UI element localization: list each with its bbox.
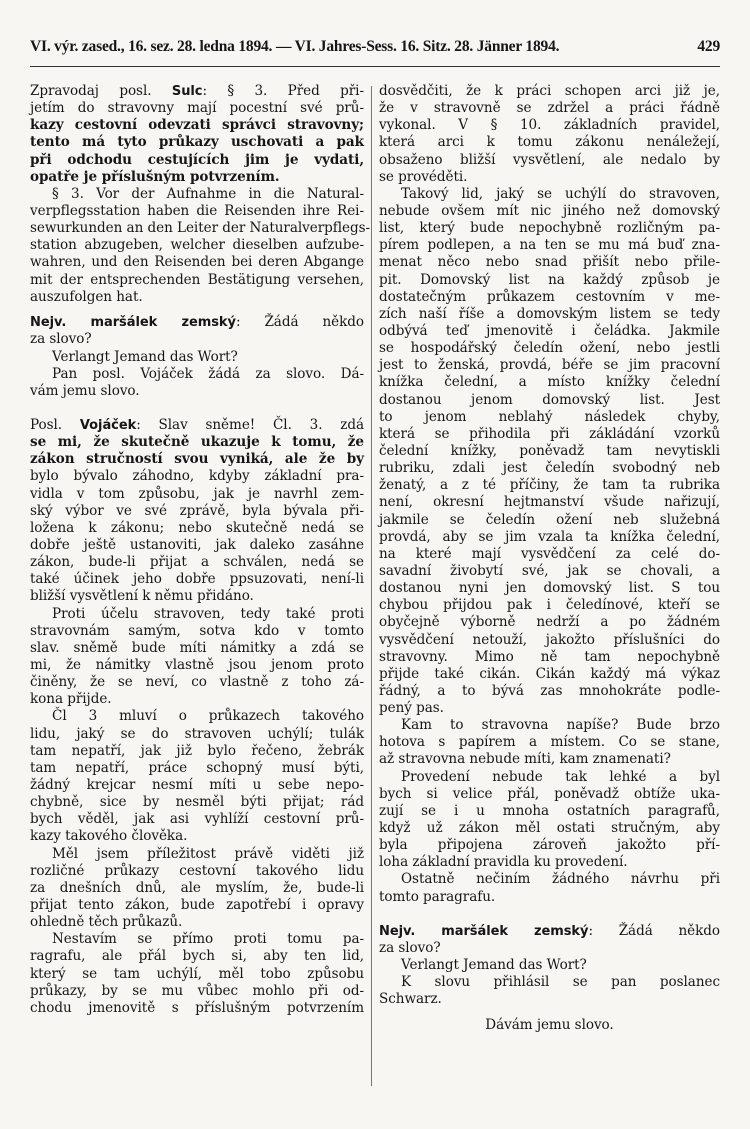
text-line <box>30 349 364 366</box>
text-line <box>379 392 720 409</box>
text-span: vidla v tom způsobu, jak je navrhl zem- <box>30 485 364 502</box>
text-line <box>379 889 720 906</box>
text-span: se hospodářský čeledín ožení, nebo jestli <box>379 340 720 357</box>
text-span: savadní živobytí své, jak se chovali, a <box>379 562 720 579</box>
text-span: Schwarz. <box>379 991 442 1008</box>
text-line <box>30 383 364 400</box>
text-line <box>30 794 364 811</box>
text-span: vykonal. V § 10. základních pravidel, <box>379 117 720 134</box>
text-line <box>379 991 720 1008</box>
text-line <box>379 786 720 803</box>
text-span: slav. sněmě bude míti námitky a zdá se <box>30 639 364 656</box>
text-line <box>379 203 720 220</box>
text-span: až stravovna nebude míti, kam znamenati? <box>379 751 671 768</box>
text-span: se provéděti. <box>379 168 468 185</box>
text-span: při odchodu cestujících jim je vydati, <box>30 151 364 168</box>
text-span: není, okresní hejtmanství všude nařizují, <box>379 494 720 511</box>
text-line <box>30 863 364 880</box>
text-span: ložena k zákonu; nebo skutečně nedá se <box>30 519 364 536</box>
text-line <box>30 100 364 117</box>
text-span: který se tam uchýlí, měl tobo způsobu <box>30 965 364 982</box>
text-span: zákon, bude-li přijat a schválen, nedá se <box>30 554 364 571</box>
text-span: ženatý, a z té příčiny, že tam ta rubrika <box>379 477 720 494</box>
text-line <box>30 640 364 657</box>
text-line <box>30 503 364 520</box>
page-number: 429 <box>697 38 720 55</box>
text-span: Nestavím se přímo proti tomu pa- <box>52 931 364 948</box>
text-line <box>30 811 364 828</box>
text-line <box>379 683 720 700</box>
text-line <box>379 820 720 837</box>
text-line <box>379 374 720 391</box>
text-span: která se přihodila při zákládání vzorků <box>379 425 720 442</box>
text-line <box>30 966 364 983</box>
text-span: obsaženo bližší vysvětlení, ale nedalo by <box>379 151 720 168</box>
text-span: Pan posl. Vojáček žádá za slovo. Dá- <box>52 365 364 382</box>
text-line <box>379 717 720 734</box>
text-span: : Žádá někdo <box>588 922 721 939</box>
text-span: jakmile se čeledín ožení neb služebná <box>379 511 720 528</box>
text-span: byla připojena zároveň jakožto pří- <box>379 837 720 854</box>
text-line <box>30 623 364 640</box>
text-span: čelední knížky, poněvadž tam nevytiskli <box>379 442 720 459</box>
text-span: Provedení nebude tak lehké a byl <box>401 768 720 785</box>
text-line <box>30 152 364 169</box>
text-span: Kam to stravovna napíše? Bude brzo <box>401 717 720 734</box>
paragraph-gap <box>379 1008 720 1017</box>
text-span: loha základní pravidla ku provedení. <box>379 854 628 871</box>
text-line <box>379 923 720 940</box>
text-span: ohledně těch průkazů. <box>30 914 183 931</box>
text-line <box>379 100 720 117</box>
text-line <box>379 940 720 957</box>
text-line <box>30 314 364 331</box>
text-line <box>379 957 720 974</box>
text-span: : Žádá někdo <box>235 314 365 331</box>
text-span: pit. Domovský list na každý způsob je <box>379 271 720 288</box>
text-line <box>30 366 364 383</box>
text-line <box>379 460 720 477</box>
text-span: zích naší říše a domovským listem se tedy <box>379 305 720 322</box>
text-line <box>379 769 720 786</box>
text-span: stravovnám samým, sotva kdo v tomto <box>30 622 364 639</box>
text-line <box>379 854 720 871</box>
text-line <box>30 537 364 554</box>
header-czech-text: VI. výr. zased., 16. sez. 28. ledna 1894. <box>30 38 273 55</box>
text-span: bych věděl, jak asi vyhlíží cestovní prů- <box>30 811 364 828</box>
text-span: vám jemu slovo. <box>30 382 140 399</box>
text-span: rubriku, zdali jest čeledín svobodný neb <box>379 460 720 477</box>
text-line <box>379 614 720 631</box>
text-line <box>379 272 720 289</box>
text-span: station abzugeben, welcher dieselben aufzube- <box>30 237 364 254</box>
text-line <box>30 657 364 674</box>
text-line <box>30 726 364 743</box>
header-czech <box>30 38 559 56</box>
text-line <box>379 494 720 511</box>
text-span: chybou přijdou pak i čeledínové, kteří se <box>379 597 720 614</box>
text-span: Posl. <box>30 417 80 434</box>
text-line <box>379 871 720 888</box>
text-line <box>379 580 720 597</box>
header-german-text: — VI. Jahres-Sess. 16. Sitz. 28. Jänner 1894. <box>275 38 560 55</box>
text-line <box>379 323 720 340</box>
text-span: list, který bude nepochybně rozličným pa- <box>379 220 720 237</box>
speaker-name: Nejv. maršálek zemský <box>30 315 236 331</box>
text-line <box>30 571 364 588</box>
text-span: dosvědčiti, že k práci schopen arci již je, <box>379 83 720 99</box>
text-span: hotova s papírem a místem. Co se stane, <box>379 734 720 751</box>
text-line <box>30 520 364 537</box>
text-span: Ostatně nečiním žádného návrhu při <box>401 871 720 888</box>
text-span: wahren, und den Reisenden bei deren Abgange <box>30 254 364 271</box>
text-span: činěny, že se neví, co vlastně z toho zá- <box>30 674 364 691</box>
text-span: vysvědčení netouží, jakožto příslušníci do <box>379 631 720 648</box>
text-span: která arci k tomu zákonu nenáležejí, <box>379 134 720 151</box>
text-span: kazy takového člověka. <box>30 828 188 845</box>
text-span: tento má tyto průkazy uschovati a pak <box>30 134 364 151</box>
text-span: Takový lid, jaký se uchýlí do stravoven, <box>401 185 720 202</box>
text-span: ský výbor ve své zprávě, byla bývala při- <box>30 502 364 519</box>
text-span: menat něco nebo snad přišít nebo přile- <box>379 254 720 271</box>
right-column <box>379 83 720 1034</box>
text-line <box>30 931 364 948</box>
text-line <box>30 254 364 271</box>
text-span: bližší vysvětlení k němu přidáno. <box>30 588 254 605</box>
text-span: mit der entsprechenden Bestätigung versehen, <box>30 271 364 288</box>
text-span: jetím do stravovny mají pocestní své prů- <box>30 100 364 117</box>
text-line <box>379 83 720 100</box>
text-span: také účinek jeho dobře ppsuzovati, není-li <box>30 571 364 588</box>
text-line <box>30 117 364 134</box>
text-span: Dávám jemu slovo. <box>485 1016 614 1033</box>
text-span: chodu jmenovitě s příslušným potvrzením <box>30 999 364 1016</box>
text-line <box>379 751 720 768</box>
text-line <box>379 340 720 357</box>
text-span: to jenom neblahý následek chyby, <box>379 408 720 425</box>
text-line <box>30 948 364 965</box>
text-line <box>379 357 720 374</box>
text-line <box>379 837 720 854</box>
text-line <box>30 486 364 503</box>
text-line <box>30 674 364 691</box>
text-line <box>379 117 720 134</box>
text-line <box>379 529 720 546</box>
text-span: K slovu přihlásil se pan poslanec <box>401 974 720 991</box>
text-line <box>379 426 720 443</box>
text-line <box>379 477 720 494</box>
speaker-name: Vojáček <box>79 418 137 434</box>
text-span: kona přijde. <box>30 691 112 708</box>
text-line <box>379 254 720 271</box>
text-span: řádný, a to bývá zas mnohokráte podle- <box>379 682 720 699</box>
text-line <box>30 1000 364 1017</box>
text-span: za slovo? <box>30 331 92 348</box>
text-line <box>30 134 364 151</box>
text-span: Měl jsem příležitost právě viděti již <box>52 845 364 862</box>
text-line <box>379 563 720 580</box>
text-span: pený pas. <box>379 700 444 717</box>
text-span: na které mají vysvědčení za celé do- <box>379 545 720 562</box>
text-span: dostanou jenom domovský list. Jest <box>379 391 720 408</box>
text-span: pírem podlepen, a na ten se mu má buď zna- <box>379 237 720 254</box>
text-span: lidu, jaký se do stravoven uchýlí; tulák <box>30 725 364 742</box>
paragraph-gap <box>30 400 364 417</box>
text-span: chybně, sice by nesměl býti přijat; rád <box>30 794 364 811</box>
text-span: mi, že námitky vlastně jsou jenom proto <box>30 657 364 673</box>
text-line <box>30 846 364 863</box>
text-span: ragrafu, ale přál bych si, aby ten lid, <box>30 948 364 965</box>
text-span: Verlangt Jemand das Wort? <box>401 957 587 974</box>
text-span: stravovny. Mimo ně tam nepochybně <box>379 648 720 665</box>
text-line <box>379 666 720 683</box>
text-line <box>379 443 720 460</box>
paragraph-gap <box>379 906 720 923</box>
text-span: zákon stručností svou vyniká, ale že by <box>30 451 364 468</box>
text-span: opatře je příslušným potvrzením. <box>30 168 280 185</box>
text-line <box>30 451 364 468</box>
text-line <box>379 237 720 254</box>
text-line <box>30 828 364 845</box>
text-span: dostatečným průkazem cestovním v me- <box>379 288 720 305</box>
text-line <box>379 546 720 563</box>
text-line <box>379 974 720 991</box>
text-line <box>379 803 720 820</box>
text-line <box>30 691 364 708</box>
text-line <box>30 203 364 220</box>
text-span: tam nepatří, jak již bylo řečeno, žebrák <box>30 742 364 759</box>
text-line <box>379 700 720 717</box>
text-line <box>30 468 364 485</box>
text-span: přijde také cikán. Cikán každý má výkaz <box>379 665 720 682</box>
text-span: dobře ještě ustanoviti, jak daleko zasáhne <box>30 537 364 554</box>
text-span: za slovo? <box>379 939 441 956</box>
text-line <box>30 606 364 623</box>
page-header <box>30 38 720 62</box>
text-line <box>379 512 720 529</box>
text-line <box>30 777 364 794</box>
text-line <box>30 914 364 931</box>
text-line <box>30 186 364 203</box>
text-span: auszufolgen hat. <box>30 288 143 305</box>
text-line <box>30 169 364 186</box>
text-span: : § 3. Před při- <box>202 83 364 99</box>
text-line <box>379 649 720 666</box>
header-rule <box>30 66 720 67</box>
text-span: sewurkunden an den Leiter der Naturalverpflegs- <box>30 220 371 237</box>
text-line <box>30 588 364 605</box>
text-span: odbývá teď jmenovitě i čeládka. Jakmile <box>379 322 720 339</box>
text-span: bylo bývalo záhodno, kdyby základní pra- <box>30 468 364 485</box>
text-span: zují se i u mnoha ostatních paragrafů, <box>379 802 720 819</box>
text-span: Proti účelu stravoven, tedy také proti <box>52 605 364 622</box>
text-span: verpflegsstation haben die Reisenden ihre Rei- <box>30 202 364 219</box>
text-span: jest to ženská, provdá, béře se jim pracovní <box>379 357 720 374</box>
text-line <box>30 289 364 306</box>
text-span: Verlangt Jemand das Wort? <box>52 348 238 365</box>
text-line <box>30 554 364 571</box>
text-line <box>30 708 364 725</box>
text-span: provdá, aby se jim vzala ta knížka čelední, <box>379 528 720 545</box>
text-line <box>30 331 364 348</box>
text-line <box>30 880 364 897</box>
text-line <box>30 237 364 254</box>
text-line <box>379 632 720 649</box>
text-line <box>379 306 720 323</box>
text-line <box>30 897 364 914</box>
text-span: kazy cestovní odevzati správci stravovny; <box>30 117 364 134</box>
text-span: dostanou nyni jen domovský list. S tou <box>379 580 720 597</box>
text-line <box>379 186 720 203</box>
text-span: se mi, že skutečně ukazuje k tomu, že <box>30 434 364 451</box>
speaker-name: Nejv. maršálek zemský <box>379 923 589 939</box>
text-span: § 3. Vor der Aufnahme in die Natural- <box>52 185 364 202</box>
text-line <box>30 760 364 777</box>
column-divider <box>371 86 372 1086</box>
text-span: Čl 3 mluví o průkazech takového <box>52 708 364 725</box>
text-span: rozličné průkazy cestovní takového lidu <box>30 862 364 879</box>
text-line <box>379 409 720 426</box>
text-line <box>379 289 720 306</box>
paragraph-gap <box>30 306 364 315</box>
text-line <box>379 1017 720 1034</box>
text-span: obyčejně výborně nedrží a po žádném <box>379 614 720 631</box>
text-line <box>30 83 364 100</box>
text-line <box>379 134 720 151</box>
text-span: průkazy, by se mu vůbec mohlo při od- <box>30 982 364 999</box>
text-span: že v stravovně se zdržel a práci řádně <box>379 100 720 117</box>
text-line <box>379 169 720 186</box>
text-line <box>379 597 720 614</box>
text-line <box>30 272 364 289</box>
text-span: přijat tento zákon, bude zapotřebí i opravy <box>30 896 364 913</box>
text-span: když už zákon měl ostati stručným, aby <box>379 820 720 837</box>
left-column <box>30 83 371 1017</box>
text-line <box>379 152 720 169</box>
text-line <box>30 220 371 237</box>
text-span: žádný krejcar nesmí míti u sebe nepo- <box>30 776 364 793</box>
text-line <box>379 220 720 237</box>
text-line <box>30 434 364 451</box>
text-span: bych si velice přál, poněvadž obtíže uka- <box>379 785 720 802</box>
text-line <box>30 417 364 434</box>
speaker-name: Sulc <box>171 84 203 99</box>
text-span: tomto paragrafu. <box>379 888 496 905</box>
text-span: : Slav sněme! Čl. 3. zdá <box>136 417 364 434</box>
text-span: za dnešních dnů, ale myslím, že, bude-li <box>30 879 364 896</box>
text-span: Zpravodaj posl. <box>30 83 172 99</box>
text-line <box>30 983 364 1000</box>
text-span: tam nepatří, práce schopný musí býti, <box>30 759 364 776</box>
text-line <box>379 734 720 751</box>
text-span: knížka čelední, a místo knížky čelední <box>379 374 720 391</box>
text-line <box>30 743 364 760</box>
text-span: nebude ovšem mít nic jiného než domovský <box>379 202 720 219</box>
